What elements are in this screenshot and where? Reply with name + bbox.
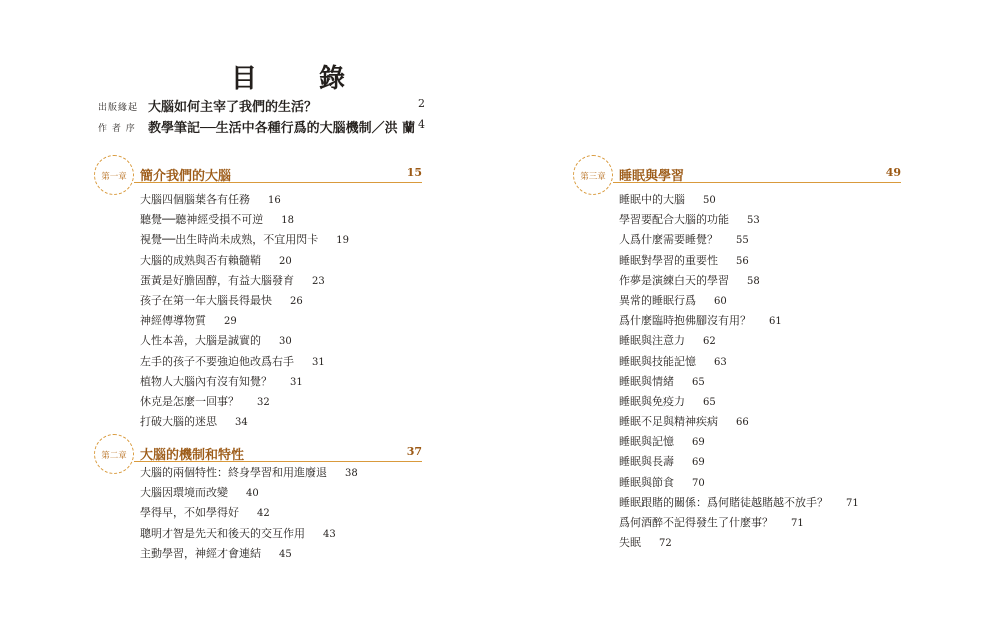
list-item[interactable]: 失眠 72 (619, 536, 672, 550)
list-item[interactable]: 人性本善，大腦是誠實的 30 (140, 334, 292, 348)
preface-row-author[interactable] (98, 117, 428, 137)
list-item[interactable]: 植物人大腦內有沒有知覺？ 31 (140, 374, 303, 388)
list-item[interactable]: 左手的孩子不要強迫他改爲右手 31 (140, 354, 325, 368)
chapter-page: 49 (885, 166, 901, 179)
list-item[interactable]: 休克是怎麼一回事？ 32 (140, 394, 270, 408)
list-item[interactable]: 爲何酒醉不記得發生了什麼事？ 71 (619, 516, 804, 529)
list-item[interactable]: 打破大腦的迷思 34 (140, 415, 248, 429)
chapter-title: 大腦的機制和特性 (140, 448, 245, 463)
chapter-3-heading[interactable] (573, 155, 901, 195)
list-item[interactable]: 異常的睡眠行爲 60 (619, 293, 727, 307)
list-item[interactable]: 睡眠對學習的重要性 56 (619, 253, 749, 267)
list-item[interactable]: 人爲什麼需要睡覺？ 55 (619, 233, 749, 247)
list-item[interactable]: 聽覺──聽神經受損不可逆 18 (140, 213, 294, 227)
chapter-title: 簡介我們的大腦 (140, 169, 232, 184)
list-item[interactable]: 作夢是演練白天的學習 58 (619, 273, 760, 287)
list-item[interactable]: 聰明才智是先天和後天的交互作用 43 (140, 526, 336, 540)
list-item[interactable]: 睡眠與記憶 69 (619, 435, 705, 449)
list-item[interactable]: 睡眠與技能記憶 63 (619, 354, 727, 368)
list-item[interactable]: 視覺──出生時尚未成熟，不宜用閃卡 19 (140, 233, 349, 247)
chapter-3-entries (619, 190, 859, 553)
chapter-1-entries (140, 190, 349, 432)
list-item[interactable]: 大腦因環境而改變 40 (140, 486, 259, 500)
chapter-badge: 第三章 (573, 155, 613, 195)
list-item[interactable]: 睡眠與免疫力 65 (619, 394, 716, 408)
list-item[interactable]: 睡眠跟賭的關係：爲何賭徒越賭越不放手？ 71 (619, 495, 859, 509)
preface-title: 大腦如何主宰了我們的生活？ (148, 100, 318, 115)
preface-label: 作 者 序 (98, 124, 136, 134)
chapter-title: 睡眠與學習 (619, 169, 685, 184)
list-item[interactable]: 睡眠與節食 70 (619, 475, 705, 489)
chapter-badge: 第二章 (94, 434, 134, 474)
preface-title: 教學筆記──生活中各種行爲的大腦機制／洪 蘭 (148, 121, 416, 136)
preface-label: 出版緣起 (98, 103, 139, 113)
list-item[interactable]: 爲什麼臨時抱佛腳沒有用？ 61 (619, 314, 782, 328)
chapter-badge: 第一章 (94, 155, 134, 195)
chapter-1-heading[interactable] (94, 155, 422, 195)
list-item[interactable]: 睡眠與情緒 65 (619, 374, 705, 388)
list-item[interactable]: 蛋黃是好膽固醇，有益大腦發育 23 (140, 273, 325, 287)
list-item[interactable]: 睡眠不足與精神疾病 66 (619, 415, 749, 429)
list-item[interactable]: 孩子在第一年大腦長得最快 26 (140, 293, 303, 307)
page-title: 目 錄 (231, 64, 364, 94)
chapter-page: 37 (406, 445, 422, 458)
list-item[interactable]: 大腦的兩個特性：終身學習和用進廢退 38 (140, 466, 358, 479)
preface-row-publisher[interactable] (98, 96, 428, 116)
chapter-2-entries (140, 463, 358, 564)
list-item[interactable]: 學得早，不如學得好 42 (140, 506, 270, 520)
list-item[interactable]: 神經傳導物質 29 (140, 314, 237, 328)
list-item[interactable]: 學習要配合大腦的功能 53 (619, 213, 760, 227)
list-item[interactable]: 大腦四個腦葉各有任務 16 (140, 193, 281, 206)
list-item[interactable]: 睡眠中的大腦 50 (619, 193, 716, 206)
list-item[interactable]: 睡眠與注意力 62 (619, 334, 716, 348)
list-item[interactable]: 睡眠與長壽 69 (619, 455, 705, 469)
preface-page: 2 (418, 97, 425, 110)
preface-page: 4 (418, 118, 425, 131)
list-item[interactable]: 主動學習，神經才會連結 45 (140, 546, 292, 560)
chapter-page: 15 (406, 166, 422, 179)
list-item[interactable]: 大腦的成熟與否有賴髓鞘 20 (140, 253, 292, 267)
